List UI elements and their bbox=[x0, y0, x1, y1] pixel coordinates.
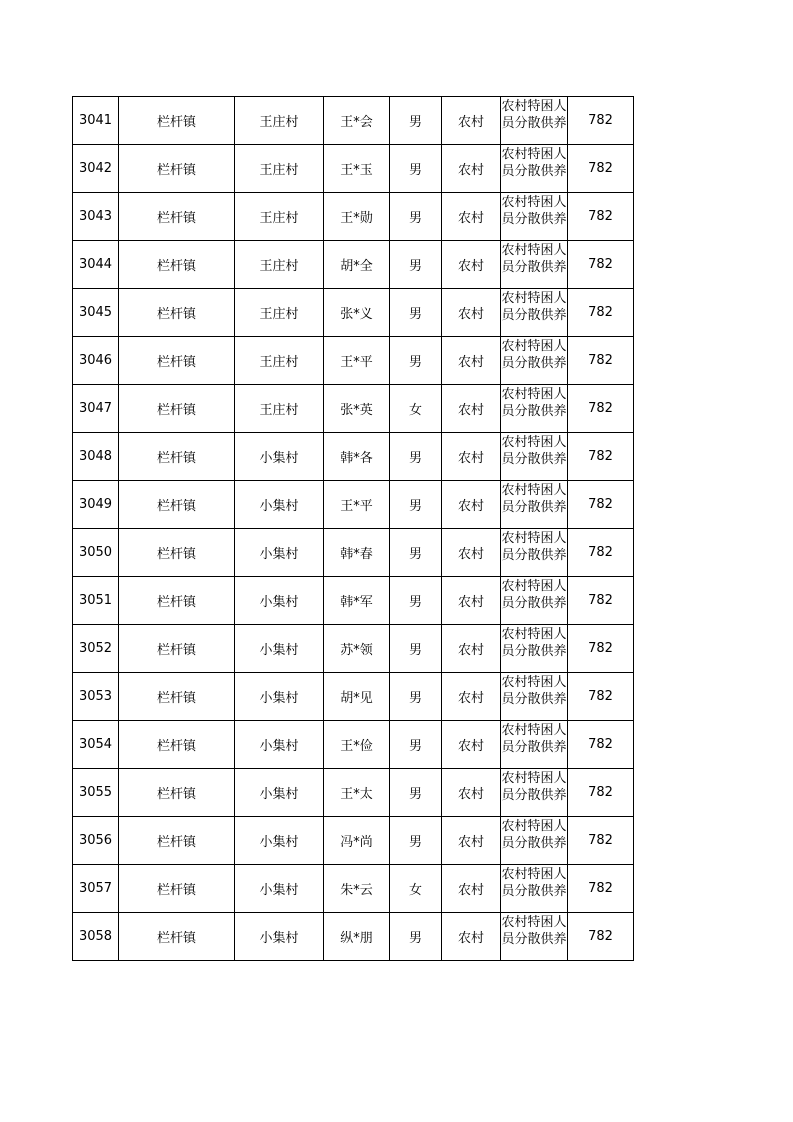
name-cell: 纵*朋 bbox=[324, 913, 390, 961]
amount-cell: 782 bbox=[568, 673, 634, 721]
amount-cell: 782 bbox=[568, 385, 634, 433]
amount-cell: 782 bbox=[568, 625, 634, 673]
area-cell: 农村 bbox=[442, 865, 501, 913]
table-body bbox=[73, 97, 634, 961]
amount-cell: 782 bbox=[568, 913, 634, 961]
gender-cell: 男 bbox=[390, 337, 442, 385]
assistance-type-cell bbox=[501, 769, 568, 817]
table-row bbox=[73, 97, 634, 145]
table-row bbox=[73, 145, 634, 193]
area-cell: 农村 bbox=[442, 673, 501, 721]
village-cell: 小集村 bbox=[235, 625, 324, 673]
row-number-cell: 3046 bbox=[73, 337, 119, 385]
village-cell: 小集村 bbox=[235, 433, 324, 481]
gender-cell: 男 bbox=[390, 913, 442, 961]
gender-cell: 男 bbox=[390, 97, 442, 145]
name-cell: 朱*云 bbox=[324, 865, 390, 913]
gender-cell: 男 bbox=[390, 817, 442, 865]
amount-cell: 782 bbox=[568, 817, 634, 865]
area-cell: 农村 bbox=[442, 481, 501, 529]
name-cell: 韩*各 bbox=[324, 433, 390, 481]
assistance-type-text: 农村特困人员分散供养 bbox=[501, 387, 567, 419]
town-cell: 栏杆镇 bbox=[119, 625, 235, 673]
assistance-type-cell bbox=[501, 529, 568, 577]
table-row bbox=[73, 289, 634, 337]
row-number-cell: 3056 bbox=[73, 817, 119, 865]
name-cell: 张*英 bbox=[324, 385, 390, 433]
town-cell: 栏杆镇 bbox=[119, 817, 235, 865]
area-cell: 农村 bbox=[442, 337, 501, 385]
gender-cell: 女 bbox=[390, 385, 442, 433]
name-cell: 冯*尚 bbox=[324, 817, 390, 865]
assistance-type-text: 农村特困人员分散供养 bbox=[501, 483, 567, 515]
village-cell: 王庄村 bbox=[235, 385, 324, 433]
assistance-type-text: 农村特困人员分散供养 bbox=[501, 579, 567, 611]
name-cell: 王*玉 bbox=[324, 145, 390, 193]
row-number-cell: 3049 bbox=[73, 481, 119, 529]
amount-cell: 782 bbox=[568, 577, 634, 625]
village-cell: 小集村 bbox=[235, 673, 324, 721]
table-row bbox=[73, 577, 634, 625]
assistance-type-text: 农村特困人员分散供养 bbox=[501, 771, 567, 803]
assistance-type-text: 农村特困人员分散供养 bbox=[501, 867, 567, 899]
name-cell: 胡*见 bbox=[324, 673, 390, 721]
row-number-cell: 3050 bbox=[73, 529, 119, 577]
assistance-type-cell bbox=[501, 913, 568, 961]
gender-cell: 男 bbox=[390, 289, 442, 337]
row-number-cell: 3054 bbox=[73, 721, 119, 769]
assistance-type-text: 农村特困人员分散供养 bbox=[501, 195, 567, 227]
town-cell: 栏杆镇 bbox=[119, 289, 235, 337]
assistance-type-text: 农村特困人员分散供养 bbox=[501, 627, 567, 659]
area-cell: 农村 bbox=[442, 385, 501, 433]
name-cell: 张*义 bbox=[324, 289, 390, 337]
assistance-type-text: 农村特困人员分散供养 bbox=[501, 915, 567, 947]
assistance-type-cell bbox=[501, 577, 568, 625]
town-cell: 栏杆镇 bbox=[119, 577, 235, 625]
village-cell: 王庄村 bbox=[235, 97, 324, 145]
amount-cell: 782 bbox=[568, 241, 634, 289]
amount-cell: 782 bbox=[568, 481, 634, 529]
assistance-type-text: 农村特困人员分散供养 bbox=[501, 819, 567, 851]
gender-cell: 男 bbox=[390, 673, 442, 721]
beneficiary-table bbox=[72, 96, 634, 961]
village-cell: 小集村 bbox=[235, 817, 324, 865]
gender-cell: 男 bbox=[390, 577, 442, 625]
row-number-cell: 3058 bbox=[73, 913, 119, 961]
table-row bbox=[73, 193, 634, 241]
name-cell: 韩*春 bbox=[324, 529, 390, 577]
row-number-cell: 3042 bbox=[73, 145, 119, 193]
name-cell: 王*勋 bbox=[324, 193, 390, 241]
assistance-type-cell bbox=[501, 193, 568, 241]
row-number-cell: 3052 bbox=[73, 625, 119, 673]
area-cell: 农村 bbox=[442, 433, 501, 481]
village-cell: 小集村 bbox=[235, 913, 324, 961]
assistance-type-cell bbox=[501, 481, 568, 529]
town-cell: 栏杆镇 bbox=[119, 385, 235, 433]
assistance-type-cell bbox=[501, 385, 568, 433]
area-cell: 农村 bbox=[442, 193, 501, 241]
town-cell: 栏杆镇 bbox=[119, 769, 235, 817]
area-cell: 农村 bbox=[442, 289, 501, 337]
row-number-cell: 3048 bbox=[73, 433, 119, 481]
gender-cell: 男 bbox=[390, 721, 442, 769]
town-cell: 栏杆镇 bbox=[119, 193, 235, 241]
table-row bbox=[73, 433, 634, 481]
row-number-cell: 3055 bbox=[73, 769, 119, 817]
amount-cell: 782 bbox=[568, 865, 634, 913]
row-number-cell: 3053 bbox=[73, 673, 119, 721]
village-cell: 王庄村 bbox=[235, 337, 324, 385]
village-cell: 王庄村 bbox=[235, 289, 324, 337]
row-number-cell: 3045 bbox=[73, 289, 119, 337]
town-cell: 栏杆镇 bbox=[119, 913, 235, 961]
area-cell: 农村 bbox=[442, 817, 501, 865]
town-cell: 栏杆镇 bbox=[119, 673, 235, 721]
area-cell: 农村 bbox=[442, 529, 501, 577]
town-cell: 栏杆镇 bbox=[119, 481, 235, 529]
area-cell: 农村 bbox=[442, 769, 501, 817]
table-row bbox=[73, 769, 634, 817]
town-cell: 栏杆镇 bbox=[119, 241, 235, 289]
amount-cell: 782 bbox=[568, 337, 634, 385]
assistance-type-text: 农村特困人员分散供养 bbox=[501, 339, 567, 371]
assistance-type-cell bbox=[501, 241, 568, 289]
table-row bbox=[73, 913, 634, 961]
village-cell: 小集村 bbox=[235, 529, 324, 577]
table-row bbox=[73, 337, 634, 385]
table-row bbox=[73, 721, 634, 769]
town-cell: 栏杆镇 bbox=[119, 97, 235, 145]
area-cell: 农村 bbox=[442, 721, 501, 769]
gender-cell: 男 bbox=[390, 193, 442, 241]
area-cell: 农村 bbox=[442, 913, 501, 961]
gender-cell: 男 bbox=[390, 769, 442, 817]
assistance-type-text: 农村特困人员分散供养 bbox=[501, 147, 567, 179]
assistance-type-cell bbox=[501, 673, 568, 721]
assistance-type-text: 农村特困人员分散供养 bbox=[501, 99, 567, 131]
amount-cell: 782 bbox=[568, 433, 634, 481]
table-row bbox=[73, 481, 634, 529]
village-cell: 小集村 bbox=[235, 769, 324, 817]
name-cell: 王*俭 bbox=[324, 721, 390, 769]
name-cell: 王*平 bbox=[324, 481, 390, 529]
town-cell: 栏杆镇 bbox=[119, 721, 235, 769]
village-cell: 小集村 bbox=[235, 721, 324, 769]
name-cell: 胡*全 bbox=[324, 241, 390, 289]
town-cell: 栏杆镇 bbox=[119, 433, 235, 481]
assistance-type-cell bbox=[501, 433, 568, 481]
gender-cell: 女 bbox=[390, 865, 442, 913]
town-cell: 栏杆镇 bbox=[119, 529, 235, 577]
village-cell: 王庄村 bbox=[235, 193, 324, 241]
row-number-cell: 3043 bbox=[73, 193, 119, 241]
area-cell: 农村 bbox=[442, 97, 501, 145]
table-row bbox=[73, 529, 634, 577]
area-cell: 农村 bbox=[442, 241, 501, 289]
town-cell: 栏杆镇 bbox=[119, 337, 235, 385]
name-cell: 苏*领 bbox=[324, 625, 390, 673]
assistance-type-cell bbox=[501, 337, 568, 385]
assistance-type-text: 农村特困人员分散供养 bbox=[501, 675, 567, 707]
village-cell: 小集村 bbox=[235, 481, 324, 529]
village-cell: 小集村 bbox=[235, 577, 324, 625]
assistance-type-cell bbox=[501, 145, 568, 193]
table-row bbox=[73, 625, 634, 673]
name-cell: 王*会 bbox=[324, 97, 390, 145]
assistance-type-cell bbox=[501, 817, 568, 865]
assistance-type-text: 农村特困人员分散供养 bbox=[501, 291, 567, 323]
amount-cell: 782 bbox=[568, 193, 634, 241]
assistance-type-text: 农村特困人员分散供养 bbox=[501, 723, 567, 755]
table-row bbox=[73, 385, 634, 433]
area-cell: 农村 bbox=[442, 577, 501, 625]
row-number-cell: 3051 bbox=[73, 577, 119, 625]
row-number-cell: 3057 bbox=[73, 865, 119, 913]
town-cell: 栏杆镇 bbox=[119, 865, 235, 913]
row-number-cell: 3047 bbox=[73, 385, 119, 433]
assistance-type-text: 农村特困人员分散供养 bbox=[501, 243, 567, 275]
town-cell: 栏杆镇 bbox=[119, 145, 235, 193]
assistance-type-cell bbox=[501, 721, 568, 769]
amount-cell: 782 bbox=[568, 97, 634, 145]
village-cell: 王庄村 bbox=[235, 145, 324, 193]
gender-cell: 男 bbox=[390, 241, 442, 289]
area-cell: 农村 bbox=[442, 625, 501, 673]
name-cell: 王*平 bbox=[324, 337, 390, 385]
row-number-cell: 3041 bbox=[73, 97, 119, 145]
amount-cell: 782 bbox=[568, 721, 634, 769]
name-cell: 韩*军 bbox=[324, 577, 390, 625]
table-row bbox=[73, 241, 634, 289]
table-row bbox=[73, 673, 634, 721]
amount-cell: 782 bbox=[568, 769, 634, 817]
row-number-cell: 3044 bbox=[73, 241, 119, 289]
table-row bbox=[73, 865, 634, 913]
assistance-type-cell bbox=[501, 289, 568, 337]
amount-cell: 782 bbox=[568, 289, 634, 337]
area-cell: 农村 bbox=[442, 145, 501, 193]
table-row bbox=[73, 817, 634, 865]
assistance-type-text: 农村特困人员分散供养 bbox=[501, 531, 567, 563]
assistance-type-cell bbox=[501, 97, 568, 145]
gender-cell: 男 bbox=[390, 145, 442, 193]
gender-cell: 男 bbox=[390, 529, 442, 577]
village-cell: 小集村 bbox=[235, 865, 324, 913]
name-cell: 王*太 bbox=[324, 769, 390, 817]
amount-cell: 782 bbox=[568, 529, 634, 577]
village-cell: 王庄村 bbox=[235, 241, 324, 289]
gender-cell: 男 bbox=[390, 481, 442, 529]
amount-cell: 782 bbox=[568, 145, 634, 193]
assistance-type-cell bbox=[501, 865, 568, 913]
assistance-type-text: 农村特困人员分散供养 bbox=[501, 435, 567, 467]
gender-cell: 男 bbox=[390, 625, 442, 673]
assistance-type-cell bbox=[501, 625, 568, 673]
gender-cell: 男 bbox=[390, 433, 442, 481]
